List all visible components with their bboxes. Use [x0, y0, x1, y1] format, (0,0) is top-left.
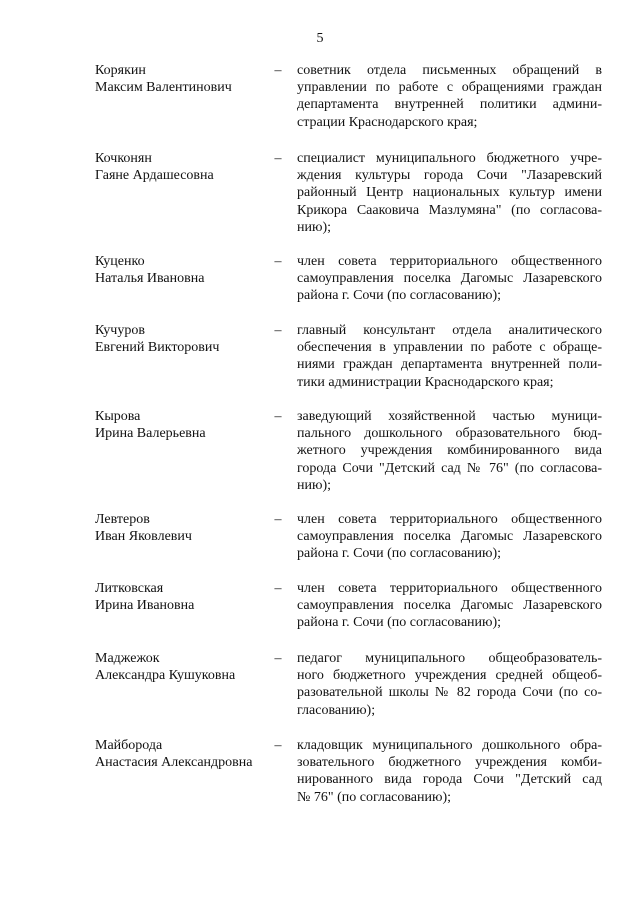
member-name — [95, 737, 270, 771]
dash-separator: – — [274, 151, 282, 166]
position-line: нированного вида города Сочи "Детский сад — [297, 772, 602, 788]
position-line: член совета территориального общественного — [297, 512, 602, 527]
member-position — [297, 650, 602, 719]
member-surname: Левтеров — [95, 512, 150, 527]
dash-separator: – — [274, 409, 282, 424]
position-line: советник отдела письменных обращений в — [297, 63, 602, 78]
position-line: самоуправления поселка Дагомыс Лазаревского — [297, 529, 602, 545]
position-line: района г. Сочи (по согласованию); — [297, 288, 502, 304]
position-line: заведующий хозяйственной частью муници- — [297, 409, 602, 424]
position-line: кладовщик муниципального дошкольного обра- — [297, 738, 602, 753]
member-given-names: Ирина Ивановна — [95, 598, 195, 614]
dash-separator: – — [274, 254, 282, 269]
dash-separator: – — [274, 512, 282, 527]
position-line: тики администрации Краснодарского края; — [297, 374, 554, 390]
member-name — [95, 150, 270, 184]
position-line: района г. Сочи (по согласованию); — [297, 615, 502, 631]
member-surname: Корякин — [95, 63, 146, 78]
dash-separator: – — [274, 323, 282, 338]
member-name — [95, 62, 270, 96]
position-line: пального дошкольного образовательного бюд- — [297, 426, 602, 442]
position-line: обеспечения в управлении по работе с обраще- — [297, 340, 602, 356]
position-line: района г. Сочи (по согласованию); — [297, 546, 502, 562]
member-name — [95, 580, 270, 614]
member-name — [95, 253, 270, 287]
dash-separator: – — [274, 651, 282, 666]
position-line: главный консультант отдела аналитического — [297, 323, 602, 338]
member-surname: Маджежок — [95, 651, 160, 666]
member-surname: Куценко — [95, 254, 145, 269]
dash-separator: – — [274, 63, 282, 78]
position-line: самоуправления поселка Дагомыс Лазаревского — [297, 598, 602, 614]
position-line: зовательного бюджетного учреждения комби- — [297, 755, 602, 771]
position-line: разовательной школы № 82 города Сочи (по со- — [297, 685, 602, 701]
position-line: ниями граждан департамента внутренней поли- — [297, 357, 602, 373]
position-line: нию); — [297, 219, 331, 235]
position-line: гласованию); — [297, 702, 376, 718]
member-position — [297, 322, 602, 391]
member-name — [95, 650, 270, 684]
member-surname: Кырова — [95, 409, 141, 424]
dash-separator: – — [274, 581, 282, 596]
member-surname: Кочконян — [95, 151, 152, 166]
member-position — [297, 150, 602, 236]
position-line: ного бюджетного учреждения средней общеоб- — [297, 668, 602, 684]
member-position — [297, 253, 602, 305]
position-line: ждения культуры города Сочи "Лазаревский — [297, 168, 602, 184]
position-line: самоуправления поселка Дагомыс Лазаревского — [297, 271, 602, 287]
position-line: страции Краснодарского края; — [297, 114, 478, 130]
member-name — [95, 408, 270, 442]
dash-separator: – — [274, 738, 282, 753]
member-surname: Кучуров — [95, 323, 145, 338]
member-position — [297, 580, 602, 632]
position-line: Крикора Сааковича Мазлумяна" (по согласова- — [297, 202, 602, 218]
position-line: член совета территориального общественного — [297, 581, 602, 596]
position-line: департамента внутренней политики админи- — [297, 97, 602, 113]
member-position — [297, 62, 602, 131]
position-line: нию); — [297, 477, 331, 493]
position-line: специалист муниципального бюджетного учре- — [297, 151, 602, 166]
member-given-names: Гаяне Ардашесовна — [95, 168, 214, 184]
position-line: управлении по работе с обращениями граждан — [297, 80, 602, 96]
member-given-names: Евгений Викторович — [95, 340, 220, 356]
member-given-names: Анастасия Александровна — [95, 755, 253, 771]
page-number: 5 — [316, 31, 324, 46]
position-line: член совета территориального общественного — [297, 254, 602, 269]
member-position — [297, 737, 602, 806]
member-given-names: Максим Валентинович — [95, 80, 232, 96]
position-line: педагог муниципального общеобразователь- — [297, 651, 602, 666]
member-position — [297, 511, 602, 563]
member-given-names: Иван Яковлевич — [95, 529, 192, 545]
member-given-names: Александра Кушуковна — [95, 668, 236, 684]
position-line: районный Центр национальных культур имени — [297, 185, 602, 201]
member-surname: Литковская — [95, 581, 164, 596]
member-name — [95, 511, 270, 545]
member-surname: Майборода — [95, 738, 163, 753]
position-line: № 76" (по согласованию); — [297, 789, 452, 805]
member-name — [95, 322, 270, 356]
member-given-names: Наталья Ивановна — [95, 271, 205, 287]
member-position — [297, 408, 602, 494]
member-given-names: Ирина Валерьевна — [95, 426, 206, 442]
position-line: города Сочи "Детский сад № 76" (по согласова- — [297, 460, 602, 476]
position-line: жетного учреждения комбинированного вида — [297, 443, 602, 459]
